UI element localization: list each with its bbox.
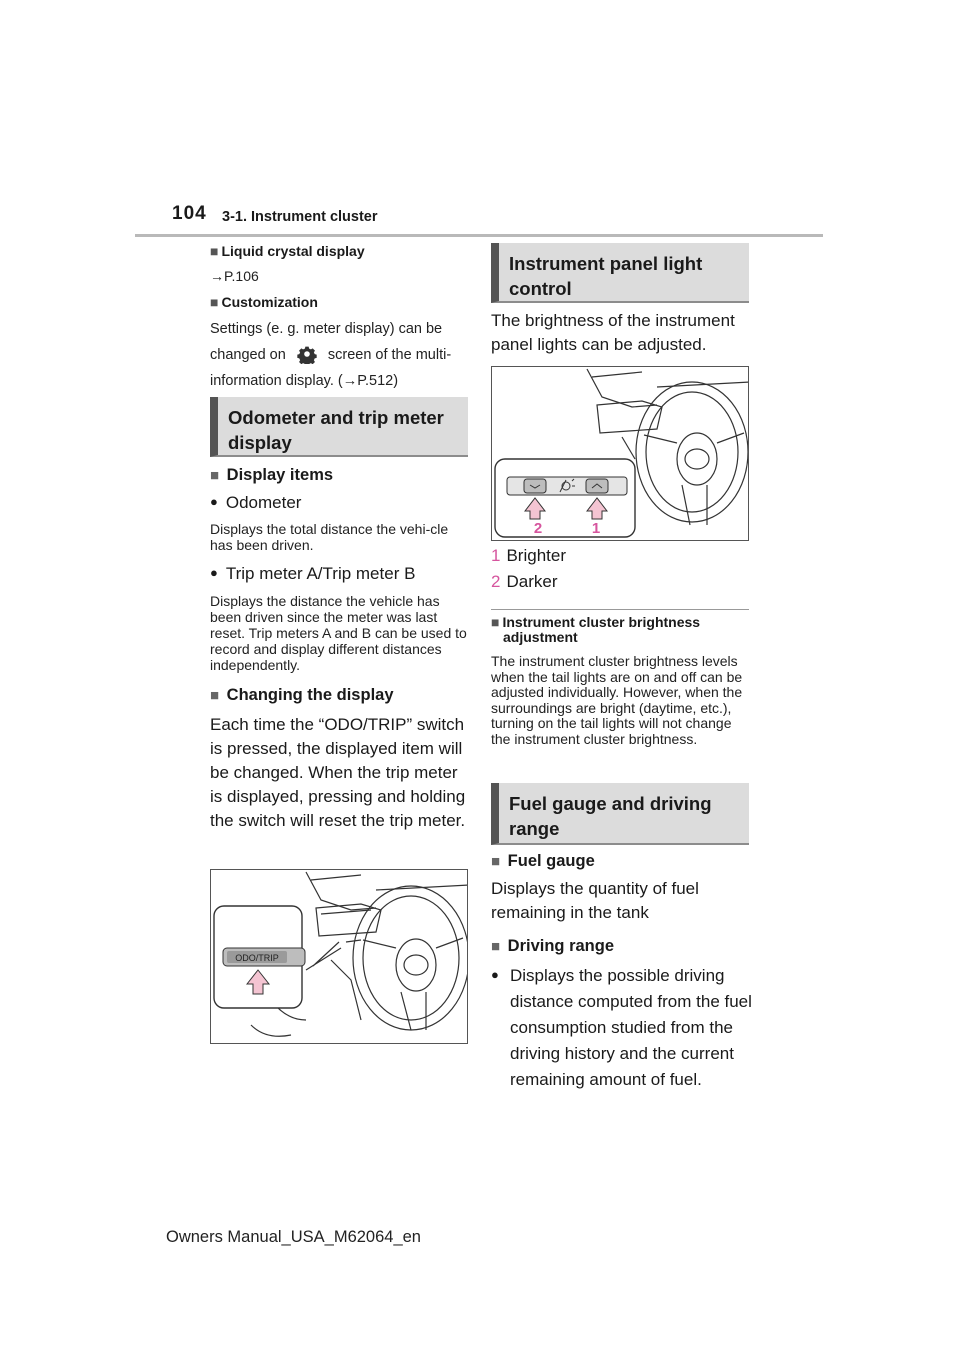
cluster-brightness-description: The instrument cluster brightness levels when the tail lights are on and off can be adjusted individually. However, when the surroundings are bright (daytime, etc.), turning on the tail lights will not change the instrument cluster brightness. [491, 653, 743, 747]
brightness-legend [491, 543, 753, 595]
figure-callout-1: 1 [591, 520, 601, 537]
lcd-reference[interactable]: →P.106 [210, 268, 259, 284]
footer-text: Owners Manual_USA_M62064_en [166, 1228, 421, 1246]
fuel-gauge-heading: ■ Fuel gauge [491, 852, 595, 870]
panel-light-description: The brightness of the instrument panel lights can be adjusted. [491, 311, 735, 354]
odo-trip-switch-label: ODO/TRIP [235, 953, 279, 963]
fuel-gauge-description: Displays the quantity of fuel remaining in the tank [491, 879, 699, 922]
changing-display-heading: ■ Changing the display [210, 686, 394, 704]
odometer-item: ● Odometer [210, 489, 470, 517]
panel-light-figure [491, 366, 749, 541]
customization-line-1: Settings (e. g. meter display) can be [210, 321, 443, 337]
brighter-button-icon [586, 479, 608, 493]
legend-item-darker: 2 Darker [491, 572, 558, 591]
legend-item-brighter: 1 Brighter [491, 546, 566, 565]
odometer-section-heading: Odometer and trip meter display [210, 397, 468, 457]
display-items-heading: ■ Display items [210, 466, 334, 484]
panel-light-section-heading: Instrument panel light control [491, 243, 749, 303]
figure-callout-2: 2 [533, 520, 543, 537]
section-divider [491, 609, 749, 610]
left-column-body [210, 463, 470, 833]
driving-range-heading: ■ Driving range [491, 937, 615, 955]
lcd-heading: ■ Liquid crystal display [210, 243, 365, 259]
fuel-section-heading: Fuel gauge and driving range [491, 783, 749, 845]
driving-range-description: ● Displays the possible driving distance computed from the fuel consumption studied from the driving history and the current remaining amount of fuel. [491, 963, 753, 1093]
customization-heading: ■ Customization [210, 294, 318, 310]
changing-display-description: Each time the “ODO/TRIP” switch is pressed, the displayed item will be changed. When the trip meter is displayed, pressing and holding the switch will reset the trip meter. [210, 715, 466, 830]
dashboard-illustration-left [211, 870, 468, 1044]
cluster-brightness-heading: ■ Instrument cluster brightness adjustment [491, 614, 701, 645]
darker-button-icon [524, 479, 546, 493]
trip-meter-description: Displays the distance the vehicle has been driven since the meter was last reset. Trip meters A and B can be used to record and display different distances independently. [210, 593, 467, 673]
left-column [210, 243, 470, 394]
fuel-section-body [491, 849, 753, 1093]
trip-meter-item: ● Trip meter A/Trip meter B [210, 561, 470, 587]
page-number: 104 [172, 203, 207, 224]
customization-line-3: information display. (→P.512) [210, 373, 399, 389]
cluster-brightness-note [491, 615, 753, 747]
odo-trip-switch-figure [210, 869, 468, 1044]
odometer-description: Displays the total distance the vehi-cle has been driven. [210, 521, 449, 553]
gear-icon [296, 344, 318, 364]
bullet-icon: ● [491, 967, 499, 982]
customization-line-2: changed on screen of the multi- [210, 342, 470, 368]
header-rule [135, 234, 823, 237]
chapter-title: 3-1. Instrument cluster [222, 209, 378, 225]
dashboard-illustration-right [492, 367, 749, 541]
